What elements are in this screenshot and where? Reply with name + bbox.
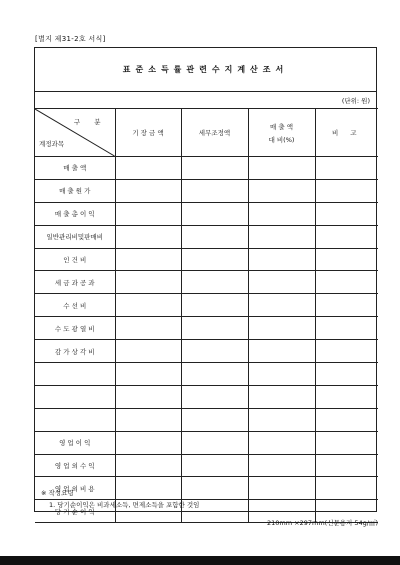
tax-adjustment-cell[interactable] [181, 202, 248, 225]
sales-ratio-cell[interactable] [248, 408, 315, 431]
table-row [35, 248, 378, 271]
unit-note: (단위: 원) [341, 97, 370, 105]
sales-ratio-cell[interactable] [248, 225, 315, 248]
sales-ratio-cell[interactable] [248, 202, 315, 225]
tax-adjustment-cell[interactable] [181, 454, 248, 477]
account-name-cell: 영 업 외 수 익 [35, 454, 115, 477]
sales-ratio-cell[interactable] [248, 179, 315, 202]
remarks-cell[interactable] [315, 271, 378, 294]
sales-ratio-cell[interactable] [248, 340, 315, 363]
sales-ratio-cell[interactable] [248, 317, 315, 340]
recorded-amount-cell[interactable] [115, 454, 181, 477]
recorded-amount-cell[interactable] [115, 340, 181, 363]
remarks-cell[interactable] [315, 294, 378, 317]
table-row [35, 340, 378, 363]
account-name-cell: 영 업 이 익 [35, 431, 115, 454]
table-row [35, 408, 378, 431]
recorded-amount-cell[interactable] [115, 248, 181, 271]
sales-ratio-cell[interactable] [248, 431, 315, 454]
recorded-amount-cell[interactable] [115, 179, 181, 202]
recorded-amount-cell[interactable] [115, 271, 181, 294]
remarks-cell[interactable] [315, 340, 378, 363]
form-title: 표준소득률관련수지계산조서 [122, 65, 289, 74]
table-row [35, 271, 378, 294]
tax-adjustment-cell[interactable] [181, 225, 248, 248]
remarks-cell[interactable] [315, 179, 378, 202]
account-table [35, 108, 378, 523]
recorded-amount-cell[interactable] [115, 408, 181, 431]
recorded-amount-cell[interactable] [115, 202, 181, 225]
tax-adjustment-cell[interactable] [181, 317, 248, 340]
account-name-cell: 수 도 광 열 비 [35, 317, 115, 340]
col-header-sales-ratio [248, 109, 315, 157]
account-name-cell: 매 출 원 가 [35, 179, 115, 202]
table-row [35, 179, 378, 202]
account-name-cell: 인 건 비 [35, 248, 115, 271]
col-header-tax-adjustment: 세무조정액 [181, 109, 248, 157]
remarks-cell[interactable] [315, 157, 378, 180]
notes-item-1: 1. 당기순이익은 비과세소득, 면제소득을 포함한 것임 [49, 501, 200, 509]
tax-adjustment-cell[interactable] [181, 385, 248, 408]
account-name-cell: 일반관리비및판매비 [35, 225, 115, 248]
remarks-cell[interactable] [315, 225, 378, 248]
sales-ratio-cell[interactable] [248, 363, 315, 386]
remarks-cell[interactable] [315, 431, 378, 454]
table-body [35, 157, 378, 523]
recorded-amount-cell[interactable] [115, 317, 181, 340]
col-header-sales-ratio-line1: 매 출 액 [270, 122, 293, 131]
tax-adjustment-cell[interactable] [181, 157, 248, 180]
remarks-cell[interactable] [315, 363, 378, 386]
diag-header-bottom: 계정과목 [39, 140, 65, 148]
unit-row [35, 92, 376, 108]
account-name-cell: 영 업 외 비 용 [35, 477, 115, 500]
paper-size-note: 210mm ×297mm(신문용지 54g/㎡) [267, 519, 378, 527]
remarks-cell[interactable] [315, 248, 378, 271]
tax-adjustment-cell[interactable] [181, 271, 248, 294]
table-row [35, 317, 378, 340]
table-row [35, 363, 378, 386]
tax-adjustment-cell[interactable] [181, 294, 248, 317]
sales-ratio-cell[interactable] [248, 477, 315, 500]
account-name-cell [35, 408, 115, 431]
tax-adjustment-cell[interactable] [181, 363, 248, 386]
sales-ratio-cell[interactable] [248, 454, 315, 477]
sales-ratio-cell[interactable] [248, 271, 315, 294]
account-name-cell [35, 363, 115, 386]
diagonal-header-cell [35, 109, 115, 157]
account-name-cell: 매 출 총 이 익 [35, 202, 115, 225]
tax-adjustment-cell[interactable] [181, 340, 248, 363]
remarks-cell[interactable] [315, 477, 378, 500]
account-name-cell: 감 가 상 각 비 [35, 340, 115, 363]
recorded-amount-cell[interactable] [115, 431, 181, 454]
remarks-cell[interactable] [315, 385, 378, 408]
tax-adjustment-cell[interactable] [181, 248, 248, 271]
table-row [35, 431, 378, 454]
account-name-cell: 세 금 과 공 과 [35, 271, 115, 294]
remarks-cell[interactable] [315, 408, 378, 431]
table-row [35, 225, 378, 248]
title-box [35, 48, 376, 92]
table-row [35, 454, 378, 477]
diag-header-top: 구 분 [73, 118, 107, 126]
sales-ratio-cell[interactable] [248, 294, 315, 317]
notes-section [41, 487, 199, 511]
sales-ratio-cell[interactable] [248, 385, 315, 408]
tax-adjustment-cell[interactable] [181, 179, 248, 202]
recorded-amount-cell[interactable] [115, 385, 181, 408]
sales-ratio-cell[interactable] [248, 157, 315, 180]
remarks-cell[interactable] [315, 202, 378, 225]
account-name-cell: 당 기 순 이 익 [35, 500, 115, 523]
account-name-cell: 매 출 액 [35, 157, 115, 180]
account-name-cell: 수 선 비 [35, 294, 115, 317]
recorded-amount-cell[interactable] [115, 363, 181, 386]
table-row [35, 157, 378, 180]
calculation-form [34, 47, 377, 516]
remarks-cell[interactable] [315, 317, 378, 340]
form-number-label: [별지 제31-2호 서식] [35, 35, 106, 43]
recorded-amount-cell[interactable] [115, 294, 181, 317]
tax-adjustment-cell[interactable] [181, 431, 248, 454]
col-header-recorded-amount: 기 장 금 액 [115, 109, 181, 157]
col-header-sales-ratio-line2: 대 비(%) [268, 135, 295, 144]
bottom-border-bar [0, 556, 400, 565]
tax-adjustment-cell[interactable] [181, 408, 248, 431]
table-header-row [35, 109, 378, 157]
table-row [35, 202, 378, 225]
recorded-amount-cell[interactable] [115, 157, 181, 180]
sales-ratio-cell[interactable] [248, 248, 315, 271]
col-header-remarks: 비 고 [315, 109, 378, 157]
table-row [35, 294, 378, 317]
recorded-amount-cell[interactable] [115, 225, 181, 248]
remarks-cell[interactable] [315, 454, 378, 477]
account-name-cell [35, 385, 115, 408]
table-row [35, 385, 378, 408]
notes-heading: ※ 작성요령 [41, 489, 74, 497]
